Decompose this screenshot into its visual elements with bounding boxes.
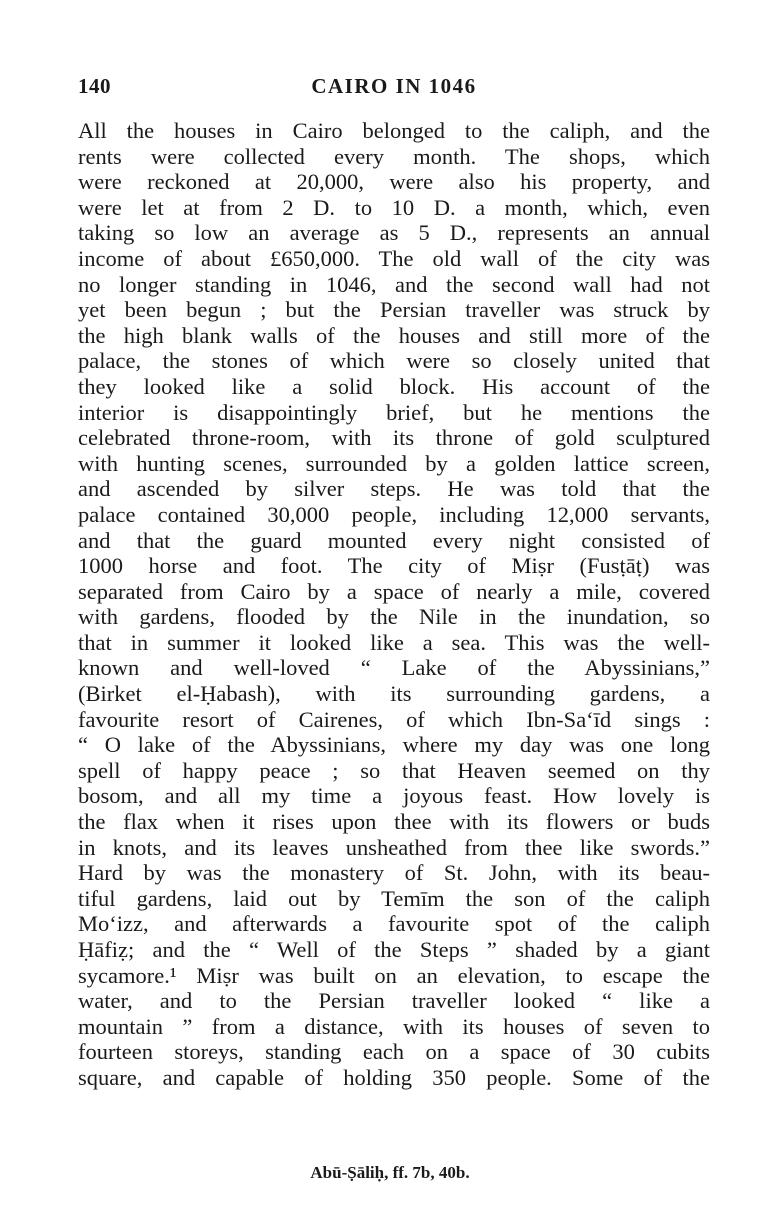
running-head [78,74,710,104]
text-line: square, and capable of holding 350 people. Some of the [78,1064,710,1090]
text-line: fourteen storeys, standing each on a space of 30 cubits [78,1039,710,1065]
text-line: were let at from 2 D. to 10 D. a month, which, even [78,194,710,220]
text-line: the high blank walls of the houses and still more of the [78,322,710,348]
text-line: were reckoned at 20,000, were also his property, and [78,169,710,195]
text-line: favourite resort of Cairenes, of which Ibn-Sa‘īd sings : [78,706,710,732]
running-title: CAIRO IN 1046 [311,74,477,98]
footnote: Abū-Ṣāliḥ, ff. 7b, 40b. [310,1163,470,1182]
text-line: taking so low an average as 5 D., represents an annual [78,220,710,246]
text-line: tiful gardens, laid out by Temīm the son of the caliph [78,885,710,911]
text-line: no longer standing in 1046, and the second wall had not [78,271,710,297]
text-line: separated from Cairo by a space of nearly a mile, covered [78,578,710,604]
text-line: the flax when it rises upon thee with its flowers or buds [78,809,710,835]
text-line: spell of happy peace ; so that Heaven seemed on thy [78,757,710,783]
text-line: in knots, and its leaves unsheathed from thee like swords.” [78,834,710,860]
text-line: bosom, and all my time a joyous feast. How lovely is [78,783,710,809]
text-line: rents were collected every month. The shops, which [78,143,710,169]
page-number: 140 [78,74,111,98]
text-line: and ascended by silver steps. He was told that the [78,476,710,502]
text-line: Mo‘izz, and afterwards a favourite spot of the caliph [78,911,710,937]
text-line: with hunting scenes, surrounded by a golden lattice screen, [78,450,710,476]
text-line: income of about £650,000. The old wall of the city was [78,245,710,271]
text-line: yet been begun ; but the Persian traveller was struck by [78,297,710,323]
text-line: water, and to the Persian traveller looked “ like a [78,988,710,1014]
text-line: Ḥāfiẓ; and the “ Well of the Steps ” shaded by a giant [78,937,710,962]
text-line: they looked like a solid block. His account of the [78,373,710,399]
text-line: mountain ” from a distance, with its houses of seven to [78,1013,710,1039]
text-line: interior is disappointingly brief, but he mentions the [78,399,710,425]
text-line: “ O lake of the Abyssinians, where my day was one long [78,732,710,758]
text-line: (Birket el-Ḥabash), with its surrounding gardens, a [78,681,710,707]
text-line: 1000 horse and foot. The city of Miṣr (Fusṭāṭ) was [78,553,710,579]
text-line: celebrated throne-room, with its throne of gold sculptured [78,425,710,451]
body-text [78,118,710,1091]
text-line: that in summer it looked like a sea. This was the well- [78,629,710,655]
text-line: with gardens, flooded by the Nile in the inundation, so [78,604,710,630]
text-line: Hard by was the monastery of St. John, with its beau- [78,860,710,886]
text-line: and that the guard mounted every night consisted of [78,527,710,553]
text-line: palace contained 30,000 people, including 12,000 servants, [78,501,710,527]
text-line: palace, the stones of which were so closely united that [78,348,710,374]
text-line: sycamore.¹ Miṣr was built on an elevation, to escape the [78,962,710,988]
text-line: All the houses in Cairo belonged to the caliph, and the [78,118,710,143]
text-line: known and well-loved “ Lake of the Abyssinians,” [78,655,710,681]
